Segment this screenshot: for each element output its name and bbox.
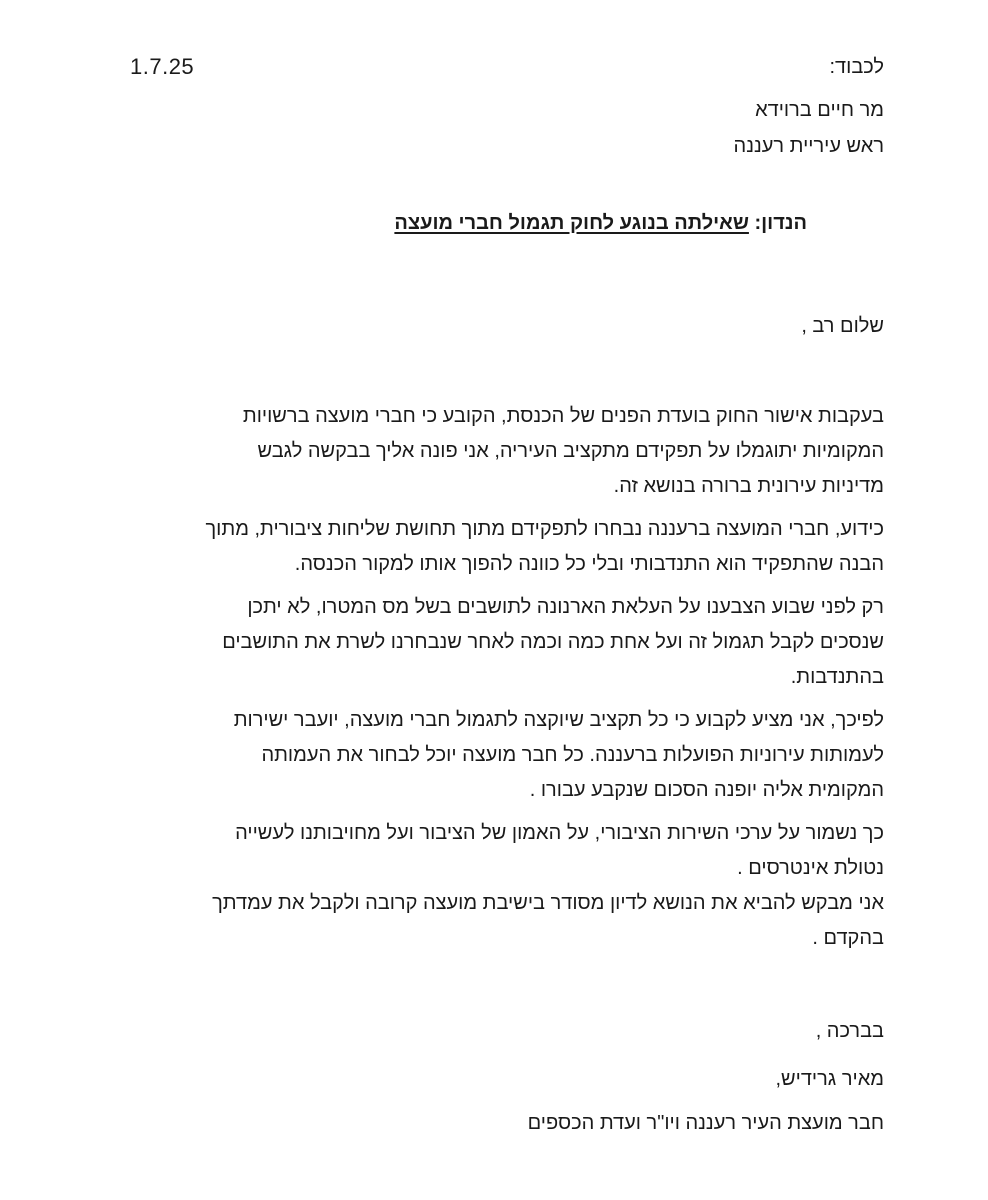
recipient-title: ראש עיריית רעננה	[733, 135, 884, 157]
paragraph-line: הבנה שהתפקיד הוא התנדבותי ובלי כל כוונה להפוך אותו למקור הכנסה.	[294, 553, 884, 575]
paragraph-line: המקומיות יתוגמלו על תפקידם מתקציב העיריה, אני פונה אליך בבקשה לגבש	[257, 440, 884, 462]
subject-prefix: הנדון:	[754, 212, 807, 234]
signer-role: חבר מועצת העיר רעננה ויו"ר ועדת הכספים	[527, 1112, 884, 1134]
body-paragraph-6	[124, 886, 884, 956]
paragraph-line: כידוע, חברי המועצה ברעננה נבחרו לתפקידם מתוך תחושת שליחות ציבורית, מתוך	[205, 518, 884, 540]
letter-date: 1.7.25	[130, 54, 195, 79]
recipient-name: מר חיים ברוידא	[755, 99, 884, 121]
body-paragraph-1	[124, 399, 884, 504]
paragraph-line: בהקדם .	[812, 927, 884, 949]
closing: בברכה ,	[815, 1020, 884, 1042]
signer-name: מאיר גרידיש,	[775, 1068, 884, 1090]
body-paragraph-4	[124, 703, 884, 808]
body-paragraph-3	[124, 590, 884, 695]
body-paragraph-5	[124, 816, 884, 886]
paragraph-line: כך נשמור על ערכי השירות הציבורי, על האמון של הציבור ועל מחויבותנו לעשייה	[235, 822, 884, 844]
greeting: שלום רב ,	[801, 315, 884, 337]
paragraph-line: מדיניות עירונית ברורה בנושא זה.	[613, 475, 884, 497]
subject-line	[394, 212, 807, 235]
subject-text: שאילתה בנוגע לחוק תגמול חברי מועצה	[394, 212, 749, 234]
paragraph-line: בעקבות אישור החוק בועדת הפנים של הכנסת, הקובע כי חברי מועצה ברשויות	[242, 405, 884, 427]
paragraph-line: לפיכך, אני מציע לקבוע כי כל תקציב שיוקצה לתגמול חברי מועצה, יועבר ישירות	[233, 709, 884, 731]
paragraph-line: המקומית אליה יופנה הסכום שנקבע עבורו .	[529, 779, 884, 801]
body-paragraph-2	[124, 512, 884, 582]
paragraph-line: שנסכים לקבל תגמול זה ועל אחת כמה וכמה לאחר שנבחרנו לשרת את התושבים	[222, 631, 884, 653]
paragraph-line: אני מבקש להביא את הנושא לדיון מסודר בישיבת מועצה קרובה ולקבל את עמדתך	[212, 892, 884, 914]
paragraph-line: רק לפני שבוע הצבענו על העלאת הארנונה לתושבים בשל מס המטרו, לא יתכן	[247, 596, 884, 618]
to-label: לכבוד:	[829, 56, 884, 78]
paragraph-line: בהתנדבות.	[790, 666, 884, 688]
paragraph-line: לעמותות עירוניות הפועלות ברעננה. כל חבר מועצה יוכל לבחור את העמותה	[261, 744, 884, 766]
paragraph-line: נטולת אינטרסים .	[737, 857, 884, 879]
